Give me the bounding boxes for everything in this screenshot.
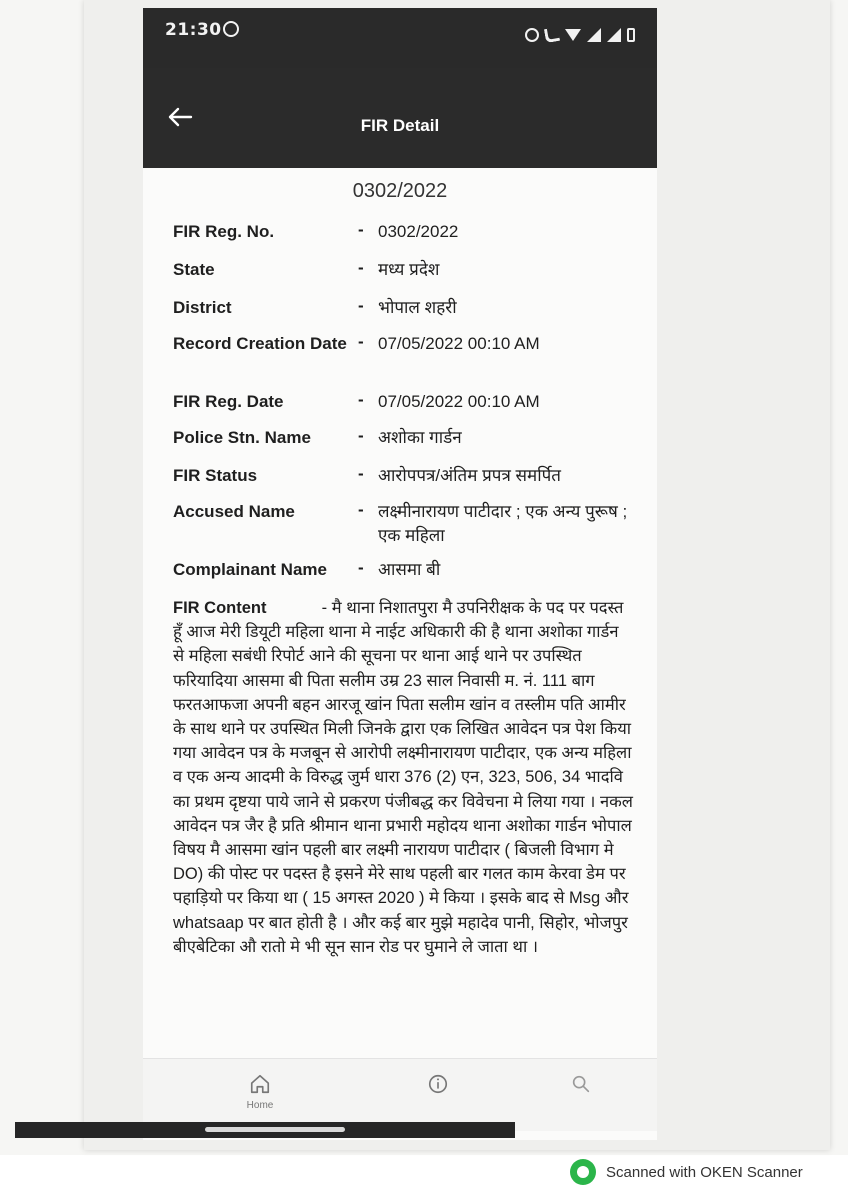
call-icon (544, 27, 560, 43)
fir-content-separator: - (321, 599, 328, 617)
home-icon (249, 1073, 271, 1095)
field-value: भोपाल शहरी (378, 298, 457, 317)
page-title: FIR Detail (360, 116, 440, 135)
nav-search[interactable] (551, 1073, 611, 1099)
field-value: मध्य प्रदेश (378, 260, 440, 279)
status-bar (143, 8, 657, 68)
field-separator: - (358, 426, 364, 445)
battery-icon (627, 28, 635, 42)
field-value: 07/05/2022 00:10 AM (378, 392, 540, 411)
oken-scanner-logo-icon (570, 1159, 596, 1185)
fir-detail-content[interactable] (143, 168, 657, 1058)
gesture-handle[interactable] (205, 1127, 345, 1132)
search-icon (570, 1073, 592, 1095)
field-value: आरोपपत्र/अंतिम प्रपत्र समर्पित (378, 466, 561, 485)
fir-content (173, 596, 633, 959)
scanner-watermark (570, 1158, 803, 1186)
field-label: Complainant Name (173, 560, 327, 579)
field-separator: - (358, 500, 364, 519)
field-label: State (173, 260, 215, 279)
status-icons (525, 24, 635, 46)
scanner-text: Scanned with OKEN Scanner (606, 1163, 803, 1181)
field-label: FIR Reg. Date (173, 392, 284, 411)
field-separator: - (358, 258, 364, 277)
field-separator: - (358, 332, 364, 351)
fir-content-label: FIR Content (173, 599, 267, 617)
nav-home[interactable] (230, 1073, 290, 1111)
nav-home-label: Home (246, 1100, 274, 1111)
signal-icon-2 (607, 28, 621, 42)
field-label: Police Stn. Name (173, 428, 311, 447)
phone-screen (143, 8, 657, 1140)
alarm-icon (525, 28, 539, 42)
info-icon (427, 1073, 449, 1095)
whatsapp-icon (223, 21, 239, 37)
field-separator: - (358, 296, 364, 315)
field-label: Accused Name (173, 502, 295, 521)
field-separator: - (358, 464, 364, 483)
field-label: District (173, 298, 232, 317)
field-separator: - (358, 220, 364, 239)
field-value: 07/05/2022 00:10 AM (378, 334, 540, 353)
field-separator: - (358, 558, 364, 577)
nav-info[interactable] (408, 1073, 468, 1099)
field-value: लक्ष्मीनारायण पाटीदार ; एक अन्य पुरूष ; एक महिला (378, 502, 628, 545)
gesture-bar (15, 1122, 515, 1138)
field-value: 0302/2022 (378, 222, 459, 241)
fir-number-heading: 0302/2022 (352, 180, 448, 202)
field-value: अशोका गार्डन (378, 428, 462, 447)
app-bar (143, 68, 657, 168)
field-separator: - (358, 390, 364, 409)
fir-content-text: मै थाना निशातपुरा मै उपनिरीक्षक के पद पर पदस्त हूँ आज मेरी डियूटी महिला थाना मे नाईट अधिकारी की है थाना अशोका गार्डन से महिला सबंधी रिपोर्ट आने की सूचना पर थाना आई थाने पर उपस्थित फरियादिया आसमा बी पिता सलीम उम्र 23 साल निवासी म. नं. 111 बाग फरतआफजा अपनी बहन आरजू खांन पिता सलीम खांन व तस्लीम पति आमीर के साथ थाने पर उपस्थित मिली जिनके द्वारा एक लिखित आवेदन पत्र पेश किया गया आवेदन पत्र के मजबून से आरोपी लक्ष्मीनारायण पाटीदार, एक अन्य महिला व एक अन्य आदमी के विरुद्ध जुर्म धारा 376 (2) एन, 323, 506, 34 भादवि का प्रथम दृष्टया पाये जाने से प्रकरण पंजीबद्ध कर विवेचना मे लिया गया । नकल आवेदन पत्र जैर है प्रति श्रीमान थाना प्रभारी महोदय थाना अशोका गार्डन भोपाल विषय मै आसमा खांन पहली बार लक्ष्मी नारायण पाटीदार ( बिजली विभाग मे DO) की पोस्ट पर पदस्त है इसने मेरे साथ पहली बार गलत काम केरवा डेम पर पहाड़ियो पर किया था ( 15 अगस्त 2020 ) मे किया । इसके बाद से Msg और whatsaap पर बात होती है । और कई बार मुझे महादेव पानी, सिहोर, भोजपुर बीएबेटिका औ रातो मे भी सून सान रोड पर घुमाने ले जाता था । (173, 599, 633, 956)
status-time: 21:30 (165, 20, 222, 40)
field-label: FIR Status (173, 466, 258, 485)
wifi-icon (565, 29, 581, 41)
field-label: Record Creation Date (173, 334, 347, 353)
field-label: FIR Reg. No. (173, 222, 275, 241)
bottom-navigation (143, 1058, 657, 1131)
signal-icon (587, 28, 601, 42)
field-value: आसमा बी (378, 560, 441, 579)
